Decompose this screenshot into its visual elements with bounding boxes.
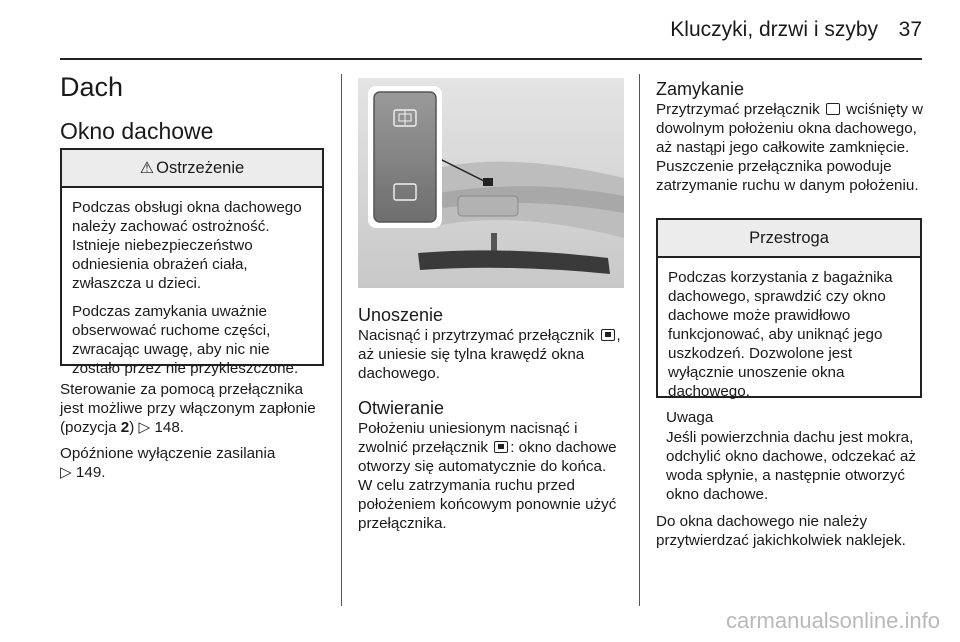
right-body-top xyxy=(656,80,924,195)
watermark: carmanualsonline.info xyxy=(725,608,940,633)
caution-box xyxy=(656,218,922,398)
page-ref-arrow-icon: ▷ xyxy=(138,419,151,436)
sunroof-close-switch-icon xyxy=(826,103,840,115)
open-paragraph: Położeniu uniesionym nacisnąć i zwolnić przełącznik : okno dachowe otworzy się automatycznie do końca. W celu zatrzymania ruchu przed położeniem końcowym ponownie użyć przełącznika. xyxy=(358,420,617,532)
warning-header xyxy=(62,150,322,188)
open-heading: Otwieranie xyxy=(358,398,445,418)
caution-header xyxy=(658,220,920,258)
chapter-title: Kluczyki, drzwi i szyby xyxy=(670,18,878,41)
column-divider-2 xyxy=(639,74,640,606)
warning-box xyxy=(60,148,324,377)
sunroof-open-switch-icon xyxy=(601,329,615,341)
delay-paragraph: Opóźnione wyłączenie zasilania ▷ 149. xyxy=(60,445,276,481)
page-header xyxy=(0,0,960,62)
header-rule xyxy=(60,58,922,60)
sunroof-open-switch-icon xyxy=(494,441,508,453)
column-divider-1 xyxy=(341,74,342,606)
warning-body xyxy=(62,188,322,378)
sunroof-switch-illustration xyxy=(358,78,624,288)
warning-paragraph-1: Podczas obsługi okna dachowego należy zachować ostrożność. Istnieje niebezpieczeństwo odniesienia obrażeń ciała, zwłaszcza u dzieci. xyxy=(72,199,302,292)
page-ref-link[interactable]: 149 xyxy=(75,464,102,481)
close-heading: Zamykanie xyxy=(656,79,745,99)
warning-label: Ostrzeżenie xyxy=(156,158,245,177)
close-paragraph: Przytrzymać przełącznik wciśnięty w dowolnym położeniu okna dachowego, aż nastąpi jego całkowite zamknięcie. Puszczenie przełącznika powoduje zatrzymanie ruchu w danym położeniu. xyxy=(656,101,923,194)
caution-text: Podczas korzystania z bagażnika dachowego, sprawdzić czy okno dachowe może prawidłowo funkcjonować, aby uniknąć jego uszkodzeń. Dozwolone jest wyłącznie unoszenie okna dachowego. xyxy=(668,269,893,400)
right-body-bottom xyxy=(656,408,924,550)
middle-body xyxy=(358,306,624,533)
page-ref-link[interactable]: 148 xyxy=(154,419,180,436)
note-text: Jeśli powierzchnia dachu jest mokra, odchylić okno dachowe, odczekać aż woda spłynie, a następnie otworzyć okno dachowe. xyxy=(666,429,916,503)
warning-triangle-icon: ⚠ xyxy=(139,160,155,177)
section-title: Dach xyxy=(60,72,124,102)
left-body xyxy=(60,380,324,482)
sunroof-switch-photo xyxy=(358,78,624,288)
sticker-paragraph: Do okna dachowego nie należy przytwierdzać jakichkolwiek naklejek. xyxy=(656,513,906,549)
page-number: 37 xyxy=(898,18,922,41)
warning-paragraph-2: Podczas zamykania uważnie obserwować ruchome części, zwracając uwagę, aby nic nie zostało przez nie przykleszczone. xyxy=(72,303,299,377)
note-heading: Uwaga xyxy=(666,409,714,426)
note-block xyxy=(656,408,924,504)
lift-paragraph: Nacisnąć i przytrzymać przełącznik , aż uniesie się tylna krawędź okna dachowego. xyxy=(358,327,621,382)
ignition-paragraph: Sterowanie za pomocą przełącznika jest możliwe przy włączonym zapłonie (pozycja 2) ▷ 148. xyxy=(60,381,316,436)
caution-label: Przestroga xyxy=(749,228,829,247)
subsection-title: Okno dachowe xyxy=(60,118,214,144)
page-ref-arrow-icon: ▷ xyxy=(60,464,72,481)
lift-heading: Unoszenie xyxy=(358,305,444,325)
caution-body xyxy=(658,258,920,401)
